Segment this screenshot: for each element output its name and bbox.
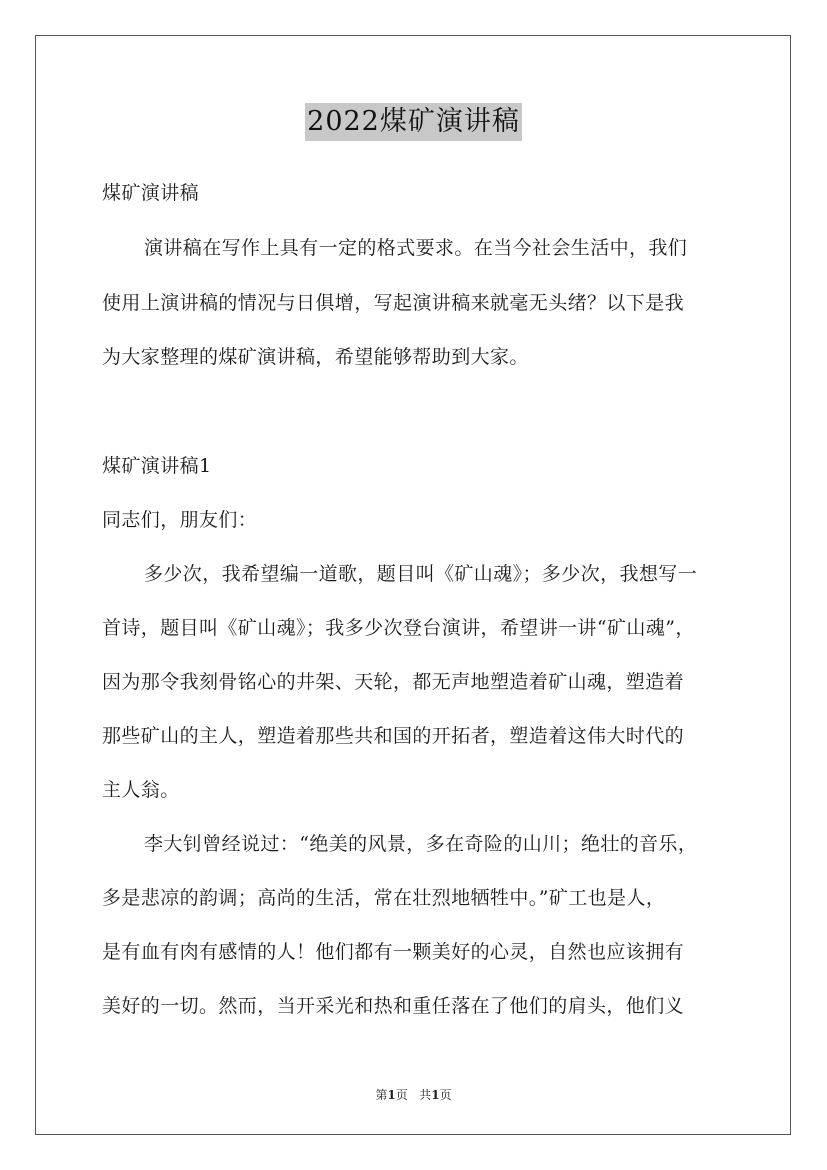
paragraph1-line-3: 因为那令我刻骨铭心的井架、天轮，都无声地塑造着矿山魂，塑造着 (102, 671, 685, 693)
section-heading: 煤矿演讲稿1 (102, 455, 212, 477)
paragraph1-line-2: 首诗，题目叫《矿山魂》；我多少次登台演讲，希望讲一讲“矿山魂”， (102, 617, 695, 639)
paragraph1-line-5: 主人翁。 (102, 779, 180, 801)
footer-page-prefix: 第 (375, 1088, 388, 1102)
title-container (0, 103, 827, 141)
footer-page-total: 1 (431, 1088, 440, 1102)
paragraph2-line-4: 美好的一切。然而，当开采光和热和重任落在了他们的肩头，他们义 (102, 995, 685, 1017)
greeting: 同志们，朋友们： (102, 509, 258, 531)
intro-line-3: 为大家整理的煤矿演讲稿，希望能够帮助到大家。 (102, 346, 529, 368)
paragraph2-line-2: 多是悲凉的韵调；高尚的生活，常在壮烈地牺牲中。”矿工也是人， (102, 887, 666, 909)
paragraph2-line-3: 是有血有肉有感情的人！他们都有一颗美好的心灵，自然也应该拥有 (102, 941, 685, 963)
paragraph1-line-1: 多少次，我希望编一道歌，题目叫《矿山魂》；多少次，我想写一 (144, 563, 698, 585)
footer-page-suffix: 页 (439, 1088, 452, 1102)
paragraph2-line-1: 李大钊曾经说过：“绝美的风景，多在奇险的山川；绝壮的音乐， (144, 833, 698, 855)
intro-line-1: 演讲稿在写作上具有一定的格式要求。在当今社会生活中，我们 (144, 237, 688, 259)
page-footer (0, 1086, 827, 1103)
subtitle: 煤矿演讲稿 (102, 182, 200, 204)
paragraph1-line-4: 那些矿山的主人，塑造着那些共和国的开拓者，塑造着这伟大时代的 (102, 725, 685, 747)
footer-page-mid: 页 共 (395, 1088, 432, 1102)
intro-line-2: 使用上演讲稿的情况与日俱增，写起演讲稿来就毫无头绪？以下是我 (102, 292, 685, 314)
document-title: 2022煤矿演讲稿 (305, 103, 522, 141)
footer-page-number: 1 (387, 1088, 396, 1102)
